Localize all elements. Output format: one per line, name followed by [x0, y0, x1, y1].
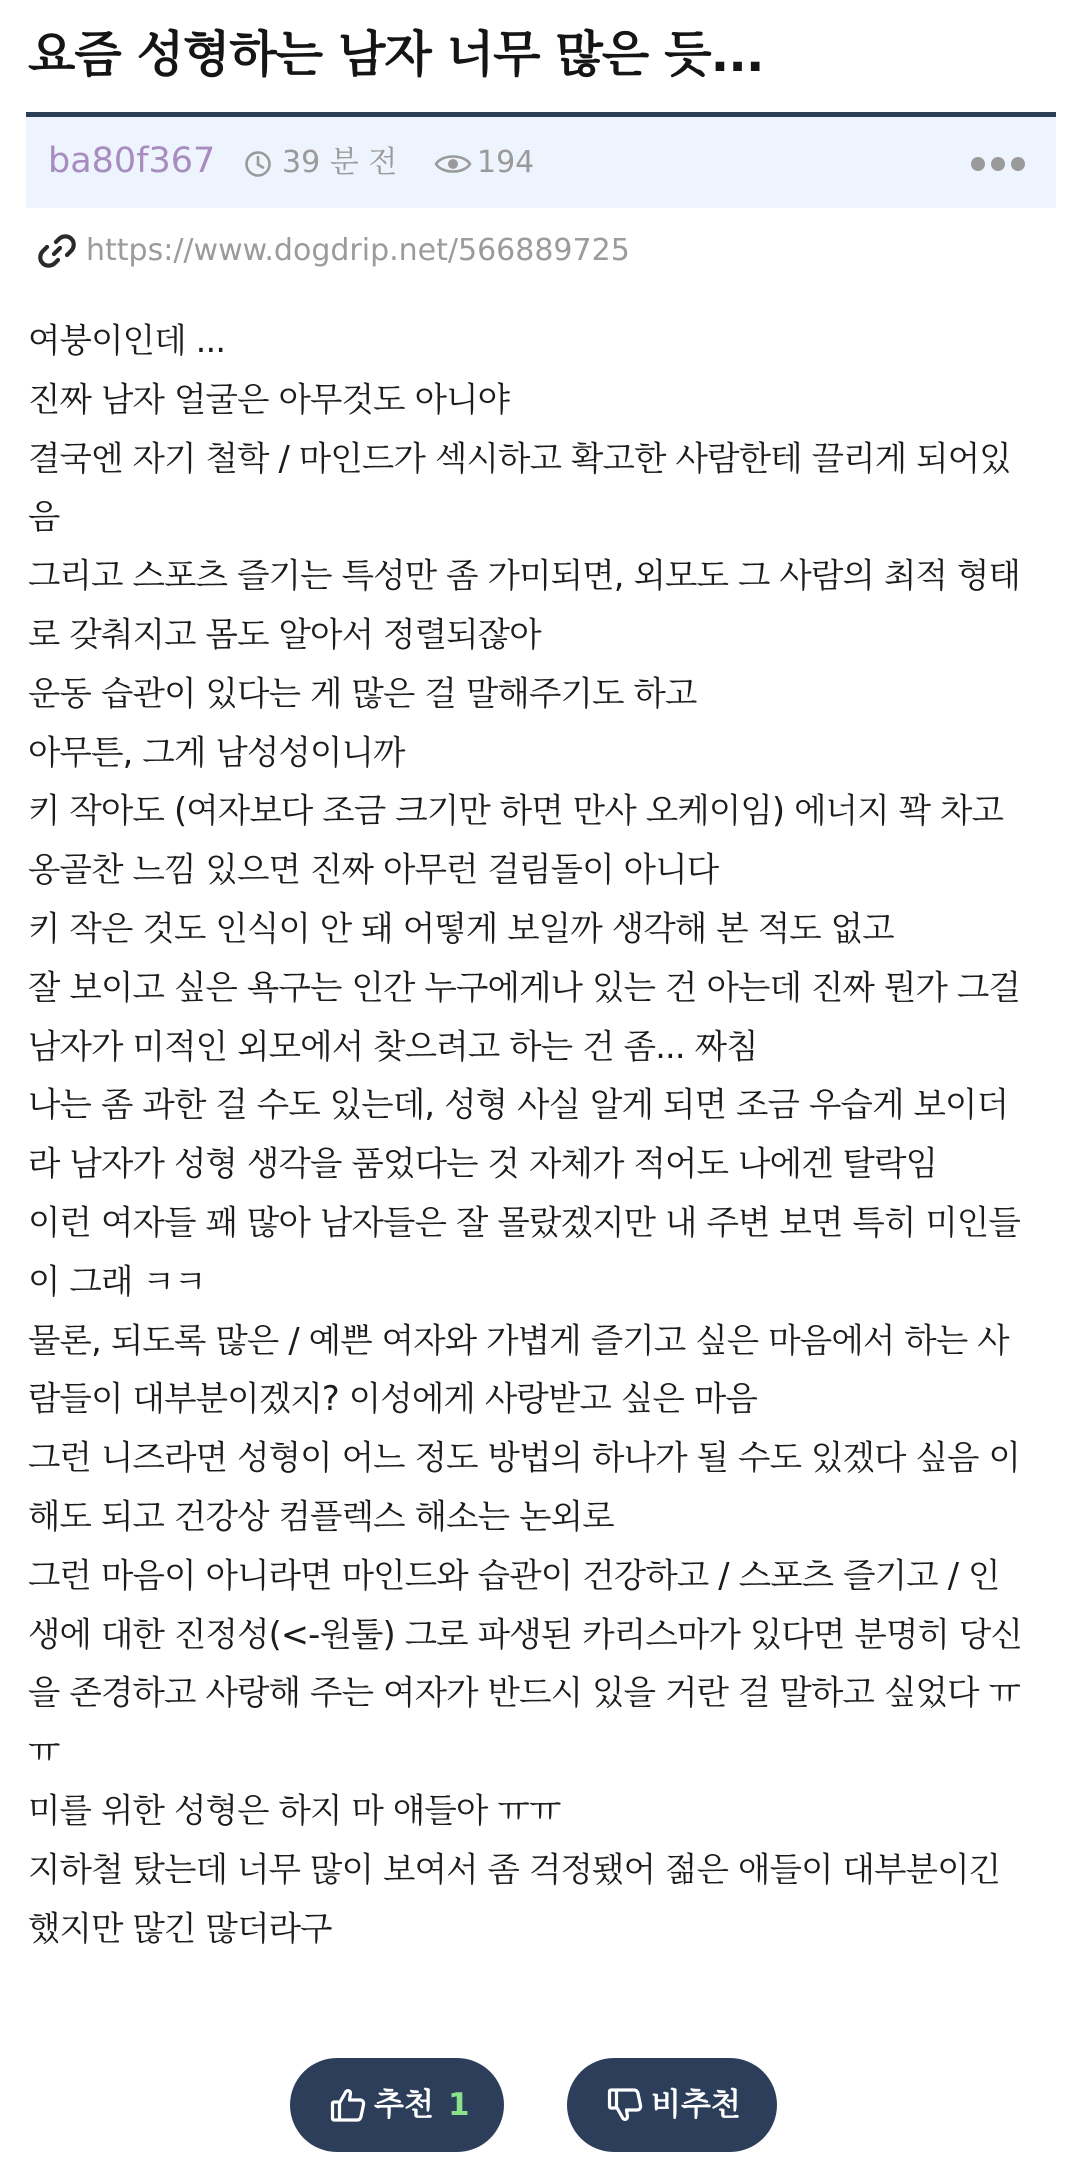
body-line: 여붕이인데 ...	[28, 321, 226, 360]
body-line: 운동 습관이 있다는 게 많은 걸 말해주기도 하고	[28, 673, 697, 713]
body-line: 잘 보이고 싶은 욕구는 인간 누구에게나 있는 건 아는데 진짜 뭔가 그걸	[28, 967, 1021, 1007]
thumbs-up-icon	[330, 2087, 366, 2123]
body-line: 미를 위한 성형은 하지 마 얘들아 ㅠㅠ	[28, 1790, 561, 1830]
body-line: 람들이 대부분이겠지? 이성에게 사랑받고 싶은 마음	[28, 1379, 758, 1419]
body-line: 이런 여자들 꽤 많아 남자들은 잘 몰랐겠지만 내 주변 보면 특히 미인들	[28, 1202, 1021, 1242]
downvote-label: 비추천	[651, 2087, 741, 2123]
body-line: 로 갖춰지고 몸도 알아서 정렬되잖아	[28, 614, 541, 654]
link-icon	[38, 232, 76, 270]
body-line: 그리고 스포츠 즐기는 특성만 좀 가미되면, 외모도 그 사람의 최적 형태	[28, 556, 1021, 596]
upvote-button[interactable]	[290, 2058, 504, 2152]
body-line: 했지만 많긴 많더라구	[28, 1908, 332, 1948]
downvote-button[interactable]	[567, 2058, 777, 2152]
body-line: 아무튼, 그게 남성성이니까	[28, 732, 405, 772]
body-line: 키 작아도 (여자보다 조금 크기만 하면 만사 오케이임) 에너지 꽉 차고	[28, 791, 1004, 831]
post-url[interactable]: https://www.dogdrip.net/566889725	[86, 233, 630, 268]
body-line: 물론, 되도록 많은 / 예쁜 여자와 가볍게 즐기고 싶은 마음에서 하는 사	[28, 1320, 1009, 1360]
body-line: 이 그래 ㅋㅋ	[28, 1261, 206, 1301]
body-line: 을 존경하고 사랑해 주는 여자가 반드시 있을 거란 걸 말하고 싶었다 ㅠ	[28, 1673, 1021, 1713]
body-line: 해도 되고 건강상 컴플렉스 해소는 논외로	[28, 1496, 614, 1536]
post-link-row[interactable]	[38, 228, 1038, 274]
body-line: 결국엔 자기 철학 / 마인드가 섹시하고 확고한 사람한테 끌리게 되어있	[28, 438, 1011, 478]
body-line: 음	[28, 497, 60, 537]
post-time: 39 분 전	[282, 145, 398, 180]
post-body	[28, 312, 1052, 1958]
body-line: 나는 좀 과한 걸 수도 있는데, 성형 사실 알게 되면 조금 우습게 보이더	[28, 1085, 1009, 1125]
body-line: 라 남자가 성형 생각을 품었다는 것 자체가 적어도 나에겐 탈락임	[28, 1144, 938, 1184]
body-line: 남자가 미적인 외모에서 찾으려고 하는 건 좀... 짜침	[28, 1026, 758, 1066]
body-line: ㅠ	[28, 1732, 60, 1772]
vote-row	[0, 2058, 1080, 2152]
post-title: 요즘 성형하는 남자 너무 많은 듯...	[28, 26, 764, 83]
body-line: 키 작은 것도 인식이 안 돼 어떻게 보일까 생각해 본 적도 없고	[28, 908, 894, 948]
clock-icon	[244, 150, 272, 178]
body-line: 진짜 남자 얼굴은 아무것도 아니야	[28, 379, 510, 419]
eye-icon	[434, 150, 472, 178]
more-dots-icon[interactable]	[970, 155, 1026, 173]
body-line: 옹골찬 느낌 있으면 진짜 아무런 걸림돌이 아니다	[28, 850, 719, 890]
post-meta-bar	[26, 112, 1056, 208]
thumbs-down-icon	[607, 2087, 643, 2123]
body-line: 그런 마음이 아니라면 마인드와 습관이 건강하고 / 스포츠 즐기고 / 인	[28, 1555, 1000, 1595]
author-name[interactable]: ba80f367	[48, 141, 216, 181]
body-line: 생에 대한 진정성(<-원툴) 그로 파생된 카리스마가 있다면 분명히 당신	[28, 1614, 1023, 1654]
upvote-label: 추천	[374, 2087, 434, 2123]
view-count: 194	[477, 145, 535, 180]
upvote-count: 1	[448, 2087, 470, 2123]
body-line: 지하철 탔는데 너무 많이 보여서 좀 걱정됐어 젊은 애들이 대부분이긴	[28, 1849, 1001, 1889]
body-line: 그런 니즈라면 성형이 어느 정도 방법의 하나가 될 수도 있겠다 싶음 이	[28, 1438, 1021, 1478]
